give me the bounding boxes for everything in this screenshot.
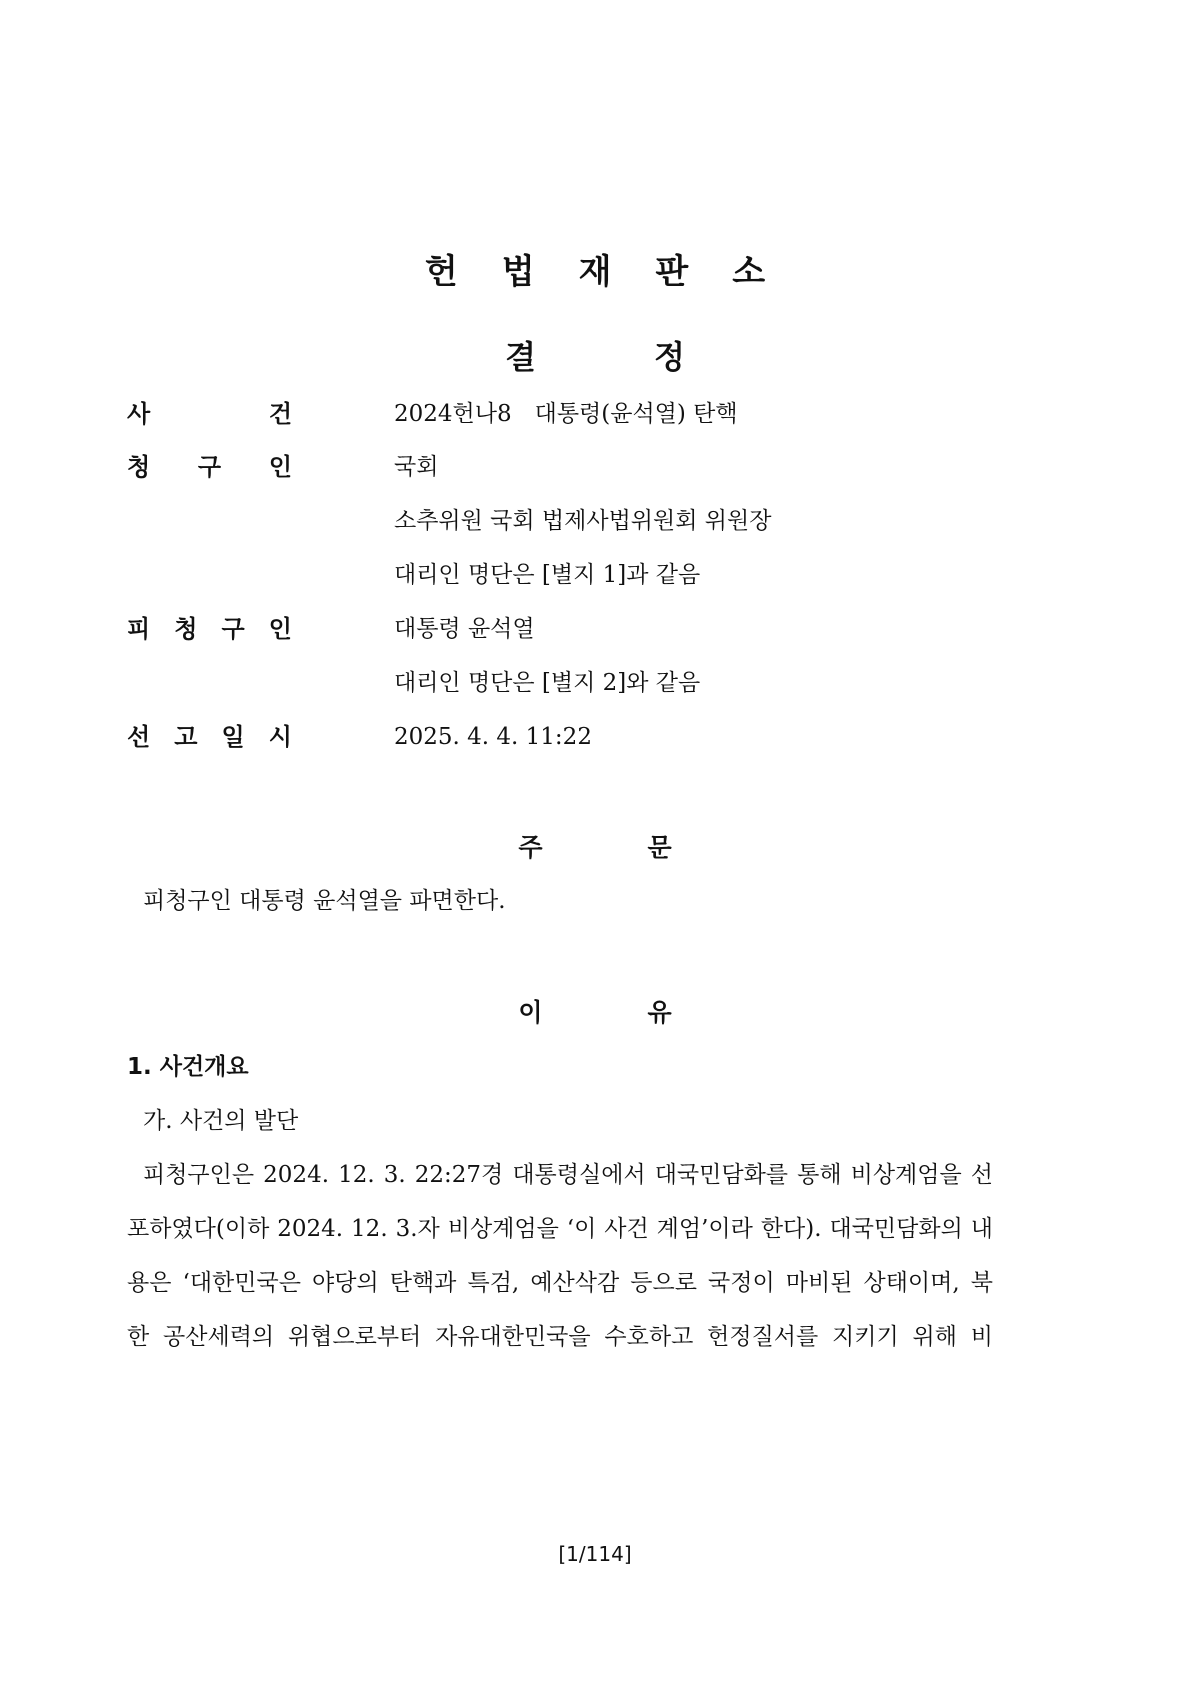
holding-heading-left: 주 — [518, 833, 543, 862]
holding-text: 피청구인 대통령 윤석열을 파면한다. — [143, 888, 506, 914]
pronouncement-label-char: 선 — [127, 723, 151, 751]
petitioner-label-char: 구 — [197, 453, 222, 481]
case-label — [127, 397, 292, 431]
case-label-char: 건 — [268, 400, 292, 428]
pronouncement-label-char: 고 — [174, 723, 198, 751]
body-line: 용은 ‘대한민국은 야당의 탄핵과 특검, 예산삭감 등으로 국정이 마비된 상태이며, 북 — [127, 1270, 993, 1296]
pronouncement-label — [127, 720, 292, 754]
respondent-label-char: 피 — [127, 615, 151, 643]
case-row — [127, 397, 1027, 431]
court-title: 헌법재판소 — [424, 252, 810, 292]
reasons-heading-right: 유 — [647, 998, 672, 1027]
page-number: [1/114] — [558, 1542, 632, 1566]
reasons-heading — [0, 993, 1190, 1029]
subsection-title: 가. 사건의 발단 — [143, 1108, 299, 1134]
respondent-label-char: 구 — [221, 615, 245, 643]
petitioner-label-char: 인 — [268, 453, 292, 481]
petitioner-prosecutor-row — [127, 504, 1027, 538]
document-type-right: 정 — [654, 338, 685, 376]
case-label-char: 사 — [127, 400, 151, 428]
respondent-label-char: 인 — [268, 615, 292, 643]
reasons-heading-left: 이 — [518, 998, 543, 1027]
petitioner-name: 국회 — [394, 454, 439, 480]
holding-heading — [0, 828, 1190, 864]
body-line: 피청구인은 2024. 12. 3. 22:27경 대통령실에서 대국민담화를 통해 비상계엄을 선 — [143, 1162, 993, 1188]
respondent-agents-row — [127, 666, 1027, 700]
respondent-name: 대통령 윤석열 — [394, 616, 535, 642]
petitioner-agents-row — [127, 558, 1027, 592]
petitioner-agents: 대리인 명단은 [별지 1]과 같음 — [394, 562, 701, 588]
pronouncement-label-char: 시 — [268, 723, 292, 751]
petitioner-label — [127, 450, 292, 484]
document-type-left: 결 — [505, 338, 536, 376]
respondent-label — [127, 612, 292, 646]
pronouncement-row — [127, 720, 1027, 754]
respondent-row — [127, 612, 1027, 646]
respondent-label-char: 청 — [174, 615, 198, 643]
petitioner-row — [127, 450, 1027, 484]
holding-heading-right: 문 — [647, 833, 672, 862]
respondent-agents: 대리인 명단은 [별지 2]와 같음 — [394, 670, 701, 696]
petitioner-label-char: 청 — [127, 453, 151, 481]
section-title: 1. 사건개요 — [127, 1054, 249, 1080]
body-line: 포하였다(이하 2024. 12. 3.자 비상계엄을 ‘이 사건 계엄’이라 한다). 대국민담화의 내 — [127, 1216, 993, 1242]
pronouncement-value: 2025. 4. 4. 11:22 — [394, 724, 592, 750]
document-type — [0, 332, 1190, 378]
pronouncement-label-char: 일 — [221, 723, 245, 751]
case-value: 2024헌나8 대통령(윤석열) 탄핵 — [394, 401, 738, 427]
body-line: 한 공산세력의 위협으로부터 자유대한민국을 수호하고 헌정질서를 지키기 위해 비 — [127, 1324, 993, 1350]
petitioner-prosecutor: 소추위원 국회 법제사법위원회 위원장 — [394, 508, 772, 534]
